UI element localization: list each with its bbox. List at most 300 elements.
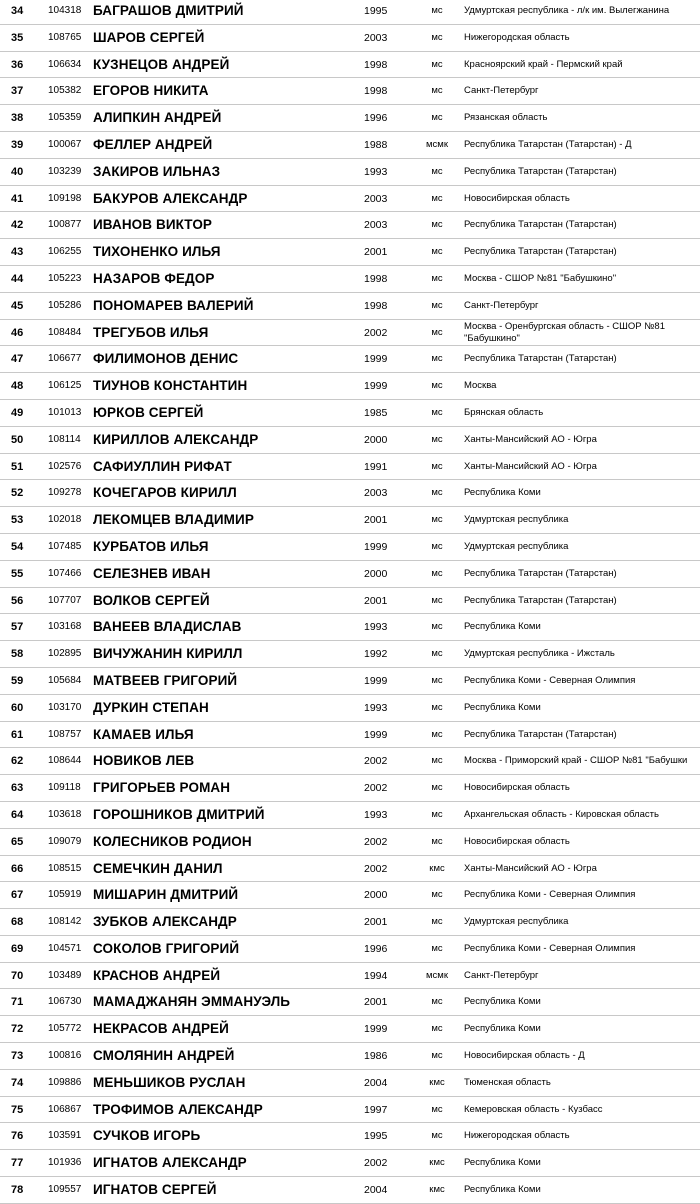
athlete-id-cell: 108644 xyxy=(48,755,82,767)
sport-category-cell: мс xyxy=(431,299,443,311)
region-cell: Москва - СШОР №81 "Бабушкино" xyxy=(464,272,617,284)
birth-year-cell: 2002 xyxy=(364,326,388,339)
table-row xyxy=(0,480,700,507)
sport-category-cell: мс xyxy=(431,246,443,258)
region-cell: Архангельская область - Кировская область xyxy=(464,808,659,820)
birth-year-cell: 2001 xyxy=(364,916,388,929)
birth-year-cell: 2003 xyxy=(364,487,388,500)
region-cell: Санкт-Петербург xyxy=(464,85,539,97)
sport-category-cell: мс xyxy=(431,165,443,177)
sport-category-cell: мс xyxy=(431,487,443,499)
sport-category-cell: мс xyxy=(431,514,443,526)
region-cell: Кемеровская область - Кузбасс xyxy=(464,1103,603,1115)
rank-cell: 68 xyxy=(11,916,24,929)
region-cell: Республика Коми - Северная Олимпия xyxy=(464,942,636,954)
athlete-name-cell: СЕЛЕЗНЕВ ИВАН xyxy=(93,565,211,581)
rank-cell: 77 xyxy=(11,1157,24,1170)
region-cell: Новосибирская область xyxy=(464,782,570,794)
rank-cell: 64 xyxy=(11,808,24,821)
table-row xyxy=(0,695,700,722)
athlete-id-cell: 106730 xyxy=(48,996,82,1008)
sport-category-cell: мс xyxy=(431,272,443,284)
region-cell: Санкт-Петербург xyxy=(464,299,539,311)
table-row xyxy=(0,132,700,159)
region-cell: Новосибирская область xyxy=(464,835,570,847)
athlete-name-cell: ТРОФИМОВ АЛЕКСАНДР xyxy=(93,1101,263,1117)
athlete-name-cell: ГРИГОРЬЕВ РОМАН xyxy=(93,780,231,796)
region-cell: Республика Татарстан (Татарстан) xyxy=(464,219,617,231)
athlete-id-cell: 108114 xyxy=(48,433,81,445)
athlete-id-cell: 105684 xyxy=(48,674,82,686)
athlete-id-cell: 101936 xyxy=(48,1157,82,1169)
sport-category-cell: кмс xyxy=(429,862,445,874)
athlete-id-cell: 109079 xyxy=(48,835,82,847)
sport-category-cell: мс xyxy=(431,1103,443,1115)
rank-cell: 61 xyxy=(11,728,24,741)
birth-year-cell: 1992 xyxy=(364,648,388,661)
athlete-name-cell: ИВАНОВ ВИКТОР xyxy=(93,217,213,233)
sport-category-cell: мс xyxy=(431,594,443,606)
rank-cell: 62 xyxy=(11,755,24,768)
athlete-name-cell: КАМАЕВ ИЛЬЯ xyxy=(93,726,194,742)
region-cell: Нижегородская область xyxy=(464,1130,570,1142)
sport-category-cell: кмс xyxy=(429,1184,445,1196)
region-cell: Республика Татарстан (Татарстан) xyxy=(464,353,617,365)
rank-cell: 46 xyxy=(11,326,24,339)
table-row xyxy=(0,293,700,320)
rank-cell: 41 xyxy=(11,192,24,205)
table-row xyxy=(0,614,700,641)
birth-year-cell: 1999 xyxy=(364,353,388,366)
rank-cell: 34 xyxy=(11,5,24,17)
athlete-name-cell: НАЗАРОВ ФЕДОР xyxy=(93,270,215,286)
table-row xyxy=(0,668,700,695)
athlete-id-cell: 102576 xyxy=(48,460,82,472)
sport-category-cell: мс xyxy=(431,380,443,392)
birth-year-cell: 1995 xyxy=(364,5,388,17)
birth-year-cell: 1997 xyxy=(364,1103,388,1116)
table-row xyxy=(0,909,700,936)
rank-cell: 45 xyxy=(11,299,24,312)
region-cell: Удмуртская республика xyxy=(464,540,569,552)
table-row xyxy=(0,320,700,347)
athlete-id-cell: 107466 xyxy=(48,567,82,579)
sport-category-cell: мс xyxy=(431,326,443,338)
birth-year-cell: 2001 xyxy=(364,996,388,1009)
athlete-name-cell: ИГНАТОВ АЛЕКСАНДР xyxy=(93,1155,247,1171)
sport-category-cell: мс xyxy=(431,916,443,928)
athlete-name-cell: КИРИЛЛОВ АЛЕКСАНДР xyxy=(93,431,259,447)
athlete-name-cell: БАКУРОВ АЛЕКСАНДР xyxy=(93,190,248,206)
region-cell: Санкт-Петербург xyxy=(464,969,539,981)
region-cell: Республика Коми - Северная Олимпия xyxy=(464,674,636,686)
athlete-id-cell: 109118 xyxy=(48,782,81,794)
athlete-id-cell: 106677 xyxy=(48,353,82,365)
table-row xyxy=(0,641,700,668)
athlete-name-cell: ТИХОНЕНКО ИЛЬЯ xyxy=(93,244,221,260)
birth-year-cell: 1998 xyxy=(364,58,388,71)
birth-year-cell: 1999 xyxy=(364,674,388,687)
birth-year-cell: 1999 xyxy=(364,540,388,553)
birth-year-cell: 1999 xyxy=(364,380,388,393)
birth-year-cell: 1993 xyxy=(364,621,388,634)
birth-year-cell: 2002 xyxy=(364,1157,388,1170)
athlete-id-cell: 101013 xyxy=(48,406,82,418)
athlete-id-cell: 103239 xyxy=(48,165,82,177)
sport-category-cell: мсмк xyxy=(426,969,448,981)
sport-category-cell: мс xyxy=(431,1050,443,1062)
rank-cell: 74 xyxy=(11,1076,24,1089)
athlete-name-cell: ЗУБКОВ АЛЕКСАНДР xyxy=(93,914,237,930)
rank-cell: 47 xyxy=(11,353,24,366)
rank-cell: 53 xyxy=(11,514,24,527)
athlete-id-cell: 108484 xyxy=(48,326,82,338)
sport-category-cell: мс xyxy=(431,889,443,901)
sport-category-cell: мс xyxy=(431,31,443,43)
birth-year-cell: 1999 xyxy=(364,728,388,741)
birth-year-cell: 2000 xyxy=(364,433,388,446)
athlete-name-cell: ИГНАТОВ СЕРГЕЙ xyxy=(93,1182,217,1198)
athlete-id-cell: 109886 xyxy=(48,1076,82,1088)
athlete-id-cell: 106867 xyxy=(48,1103,82,1115)
region-cell: Республика Коми xyxy=(464,701,541,713)
table-row xyxy=(0,1016,700,1043)
athlete-id-cell: 107485 xyxy=(48,540,82,552)
birth-year-cell: 2003 xyxy=(364,219,388,232)
athlete-name-cell: СМОЛЯНИН АНДРЕЙ xyxy=(93,1048,235,1064)
athlete-name-cell: ФЕЛЛЕР АНДРЕЙ xyxy=(93,136,213,152)
table-row xyxy=(0,186,700,213)
sport-category-cell: мс xyxy=(431,835,443,847)
athlete-name-cell: ПОНОМАРЕВ ВАЛЕРИЙ xyxy=(93,297,254,313)
rank-cell: 70 xyxy=(11,969,24,982)
table-row xyxy=(0,561,700,588)
athlete-name-cell: МИШАРИН ДМИТРИЙ xyxy=(93,887,239,903)
athlete-id-cell: 105382 xyxy=(48,85,82,97)
table-row xyxy=(0,346,700,373)
region-cell: Ханты-Мансийский АО - Югра xyxy=(464,433,597,445)
athlete-name-cell: ВАНЕЕВ ВЛАДИСЛАВ xyxy=(93,619,242,635)
table-row xyxy=(0,802,700,829)
rank-cell: 71 xyxy=(11,996,24,1009)
athlete-id-cell: 106255 xyxy=(48,246,82,258)
table-row xyxy=(0,507,700,534)
table-row xyxy=(0,748,700,775)
region-cell: Республика Татарстан (Татарстан) xyxy=(464,246,617,258)
sport-category-cell: мс xyxy=(431,996,443,1008)
table-row xyxy=(0,454,700,481)
sport-category-cell: мс xyxy=(431,192,443,204)
rank-cell: 49 xyxy=(11,406,24,419)
sport-category-cell: мс xyxy=(431,621,443,633)
athlete-name-cell: МАТВЕЕВ ГРИГОРИЙ xyxy=(93,672,238,688)
rank-cell: 65 xyxy=(11,835,24,848)
birth-year-cell: 1985 xyxy=(364,406,388,419)
birth-year-cell: 2004 xyxy=(364,1184,388,1197)
birth-year-cell: 1991 xyxy=(364,460,388,473)
region-cell: Москва xyxy=(464,380,497,392)
athlete-name-cell: ЗАКИРОВ ИЛЬНАЗ xyxy=(93,163,221,179)
table-row xyxy=(0,989,700,1016)
athlete-id-cell: 109198 xyxy=(48,192,82,204)
sport-category-cell: мс xyxy=(431,567,443,579)
table-row xyxy=(0,52,700,79)
region-cell: Республика Татарстан (Татарстан) xyxy=(464,594,617,606)
region-cell: Новосибирская область - Д xyxy=(464,1050,585,1062)
sport-category-cell: мс xyxy=(431,58,443,70)
sport-category-cell: мс xyxy=(431,701,443,713)
region-cell: Брянская область xyxy=(464,406,544,418)
rank-cell: 75 xyxy=(11,1103,24,1116)
sport-category-cell: мс xyxy=(431,728,443,740)
rank-cell: 63 xyxy=(11,782,24,795)
rank-cell: 76 xyxy=(11,1130,24,1143)
region-cell: Новосибирская область xyxy=(464,192,570,204)
table-row xyxy=(0,266,700,293)
sport-category-cell: мс xyxy=(431,540,443,552)
athlete-id-cell: 108515 xyxy=(48,862,82,874)
athlete-id-cell: 105359 xyxy=(48,112,82,124)
rank-cell: 59 xyxy=(11,674,24,687)
athlete-name-cell: НОВИКОВ ЛЕВ xyxy=(93,753,195,769)
table-row xyxy=(0,722,700,749)
athlete-id-cell: 103618 xyxy=(48,808,82,820)
region-cell: Нижегородская область xyxy=(464,31,570,43)
athlete-id-cell: 105223 xyxy=(48,272,82,284)
region-cell: Республика Татарстан (Татарстан) - Д xyxy=(464,138,632,150)
athlete-id-cell: 102895 xyxy=(48,648,82,660)
sport-category-cell: мс xyxy=(431,5,443,16)
region-cell: Удмуртская республика xyxy=(464,916,569,928)
rank-cell: 67 xyxy=(11,889,24,902)
region-cell: Республика Коми xyxy=(464,1023,541,1035)
rank-cell: 44 xyxy=(11,272,24,285)
athlete-id-cell: 106634 xyxy=(48,58,82,70)
athlete-name-cell: БАГРАШОВ ДМИТРИЙ xyxy=(93,3,244,18)
birth-year-cell: 2004 xyxy=(364,1076,388,1089)
birth-year-cell: 1995 xyxy=(364,1130,388,1143)
birth-year-cell: 1993 xyxy=(364,165,388,178)
birth-year-cell: 2002 xyxy=(364,782,388,795)
sport-category-cell: мс xyxy=(431,433,443,445)
rank-cell: 40 xyxy=(11,165,24,178)
table-row xyxy=(0,1043,700,1070)
athlete-name-cell: ВИЧУЖАНИН КИРИЛЛ xyxy=(93,646,243,662)
birth-year-cell: 1993 xyxy=(364,701,388,714)
rank-cell: 35 xyxy=(11,31,24,44)
table-row xyxy=(0,856,700,883)
athlete-name-cell: ВОЛКОВ СЕРГЕЙ xyxy=(93,592,210,608)
birth-year-cell: 2003 xyxy=(364,192,388,205)
athlete-id-cell: 100816 xyxy=(48,1050,82,1062)
birth-year-cell: 2001 xyxy=(364,246,388,259)
athlete-id-cell: 103489 xyxy=(48,969,82,981)
athlete-name-cell: ЛЕКОМЦЕВ ВЛАДИМИР xyxy=(93,512,254,528)
sport-category-cell: мс xyxy=(431,782,443,794)
athlete-id-cell: 108765 xyxy=(48,31,82,43)
athlete-name-cell: ФИЛИМОНОВ ДЕНИС xyxy=(93,351,239,367)
athlete-name-cell: ЮРКОВ СЕРГЕЙ xyxy=(93,404,204,420)
athlete-id-cell: 100877 xyxy=(48,219,82,231)
table-row xyxy=(0,588,700,615)
rank-cell: 42 xyxy=(11,219,24,232)
athlete-name-cell: МЕНЬШИКОВ РУСЛАН xyxy=(93,1074,246,1090)
rank-cell: 54 xyxy=(11,540,24,553)
athlete-id-cell: 104571 xyxy=(48,942,82,954)
region-cell: Красноярский край - Пермский край xyxy=(464,58,623,70)
sport-category-cell: мс xyxy=(431,112,443,124)
athlete-id-cell: 108757 xyxy=(48,728,82,740)
sport-category-cell: мс xyxy=(431,460,443,472)
table-row xyxy=(0,1097,700,1124)
region-cell: Республика Коми xyxy=(464,1157,541,1169)
rank-cell: 69 xyxy=(11,942,24,955)
sport-category-cell: мс xyxy=(431,755,443,767)
athlete-id-cell: 103168 xyxy=(48,621,82,633)
athlete-id-cell: 109278 xyxy=(48,487,82,499)
region-cell: Республика Татарстан (Татарстан) xyxy=(464,165,617,177)
rank-cell: 55 xyxy=(11,567,24,580)
athlete-id-cell: 104318 xyxy=(48,5,82,16)
region-cell: Рязанская область xyxy=(464,112,548,124)
table-row xyxy=(0,25,700,52)
birth-year-cell: 1988 xyxy=(364,138,388,151)
athlete-name-cell: КУЗНЕЦОВ АНДРЕЙ xyxy=(93,56,230,72)
rank-cell: 60 xyxy=(11,701,24,714)
table-row xyxy=(0,400,700,427)
rank-cell: 58 xyxy=(11,648,24,661)
rank-cell: 50 xyxy=(11,433,24,446)
sport-category-cell: мс xyxy=(431,353,443,365)
athlete-id-cell: 103591 xyxy=(48,1130,82,1142)
region-cell: Республика Коми xyxy=(464,996,541,1008)
birth-year-cell: 1998 xyxy=(364,272,388,285)
athlete-id-cell: 106125 xyxy=(48,380,82,392)
birth-year-cell: 2002 xyxy=(364,835,388,848)
sport-category-cell: кмс xyxy=(429,1157,445,1169)
athlete-name-cell: ДУРКИН СТЕПАН xyxy=(93,699,209,715)
athlete-id-cell: 108142 xyxy=(48,916,82,928)
table-row xyxy=(0,936,700,963)
region-cell: Москва - Оренбургская область - СШОР №81 "Бабушкино" xyxy=(464,320,665,344)
region-cell: Ханты-Мансийский АО - Югра xyxy=(464,460,597,472)
sport-category-cell: мс xyxy=(431,942,443,954)
rank-cell: 43 xyxy=(11,246,24,259)
athlete-name-cell: КРАСНОВ АНДРЕЙ xyxy=(93,967,221,983)
rank-cell: 51 xyxy=(11,460,24,473)
athlete-id-cell: 107707 xyxy=(48,594,82,606)
athlete-name-cell: ТИУНОВ КОНСТАНТИН xyxy=(93,378,248,394)
sport-category-cell: мс xyxy=(431,648,443,660)
birth-year-cell: 2002 xyxy=(364,862,388,875)
athlete-name-cell: ГОРОШНИКОВ ДМИТРИЙ xyxy=(93,806,265,822)
birth-year-cell: 2001 xyxy=(364,514,388,527)
athlete-name-cell: СЕМЕЧКИН ДАНИЛ xyxy=(93,860,223,876)
rank-cell: 37 xyxy=(11,85,24,98)
rank-cell: 56 xyxy=(11,594,24,607)
athlete-name-cell: ШАРОВ СЕРГЕЙ xyxy=(93,29,205,45)
rank-cell: 72 xyxy=(11,1023,24,1036)
region-cell: Республика Коми xyxy=(464,1184,541,1196)
athlete-name-cell: КУРБАТОВ ИЛЬЯ xyxy=(93,538,209,554)
athlete-name-cell: СУЧКОВ ИГОРЬ xyxy=(93,1128,201,1144)
sport-category-cell: мс xyxy=(431,406,443,418)
sport-category-cell: мс xyxy=(431,808,443,820)
athlete-name-cell: МАМАДЖАНЯН ЭММАНУЭЛЬ xyxy=(93,994,291,1010)
table-row xyxy=(0,373,700,400)
athlete-id-cell: 105286 xyxy=(48,299,82,311)
rank-cell: 36 xyxy=(11,58,24,71)
birth-year-cell: 1996 xyxy=(364,942,388,955)
athlete-name-cell: ТРЕГУБОВ ИЛЬЯ xyxy=(93,324,209,340)
rank-cell: 78 xyxy=(11,1184,24,1197)
birth-year-cell: 2000 xyxy=(364,567,388,580)
table-row xyxy=(0,78,700,105)
rank-cell: 52 xyxy=(11,487,24,500)
table-row xyxy=(0,775,700,802)
region-cell: Республика Коми - Северная Олимпия xyxy=(464,889,636,901)
region-cell: Удмуртская республика - л/к им. Вылегжанина xyxy=(464,5,670,16)
sport-category-cell: кмс xyxy=(429,1076,445,1088)
region-cell: Республика Татарстан (Татарстан) xyxy=(464,567,617,579)
table-row xyxy=(0,427,700,454)
athlete-id-cell: 105772 xyxy=(48,1023,82,1035)
table-row xyxy=(0,829,700,856)
athlete-id-cell: 102018 xyxy=(48,514,82,526)
sport-category-cell: мс xyxy=(431,674,443,686)
rank-cell: 73 xyxy=(11,1050,24,1063)
table-row xyxy=(0,239,700,266)
birth-year-cell: 2003 xyxy=(364,31,388,44)
region-cell: Москва - Приморский край - СШОР №81 "Бабушки xyxy=(464,755,688,767)
rank-cell: 66 xyxy=(11,862,24,875)
birth-year-cell: 1999 xyxy=(364,1023,388,1036)
sport-category-cell: мсмк xyxy=(426,138,448,150)
birth-year-cell: 1986 xyxy=(364,1050,388,1063)
birth-year-cell: 1998 xyxy=(364,85,388,98)
athlete-name-cell: КОЛЕСНИКОВ РОДИОН xyxy=(93,833,252,849)
athlete-name-cell: СОКОЛОВ ГРИГОРИЙ xyxy=(93,940,240,956)
athlete-id-cell: 109557 xyxy=(48,1184,82,1196)
table-row xyxy=(0,1123,700,1150)
region-cell: Республика Татарстан (Татарстан) xyxy=(464,728,617,740)
athlete-id-cell: 103170 xyxy=(48,701,82,713)
region-cell: Тюменская область xyxy=(464,1076,551,1088)
table-row xyxy=(0,1150,700,1177)
athlete-name-cell: КОЧЕГАРОВ КИРИЛЛ xyxy=(93,485,237,501)
athlete-name-cell: САФИУЛЛИН РИФАТ xyxy=(93,458,232,474)
table-row xyxy=(0,882,700,909)
athlete-name-cell: ЕГОРОВ НИКИТА xyxy=(93,83,209,99)
region-cell: Удмуртская республика - Ижсталь xyxy=(464,648,615,660)
athlete-id-cell: 105919 xyxy=(48,889,82,901)
table-row xyxy=(0,534,700,561)
sport-category-cell: мс xyxy=(431,85,443,97)
birth-year-cell: 2000 xyxy=(364,889,388,902)
birth-year-cell: 1998 xyxy=(364,299,388,312)
table-row xyxy=(0,0,700,25)
table-row xyxy=(0,1070,700,1097)
table-row xyxy=(0,963,700,990)
athlete-name-cell: АЛИПКИН АНДРЕЙ xyxy=(93,110,222,126)
sport-category-cell: мс xyxy=(431,1023,443,1035)
birth-year-cell: 2002 xyxy=(364,755,388,768)
table-row xyxy=(0,159,700,186)
birth-year-cell: 1993 xyxy=(364,808,388,821)
rank-cell: 38 xyxy=(11,112,24,125)
table-row xyxy=(0,212,700,239)
region-cell: Ханты-Мансийский АО - Югра xyxy=(464,862,597,874)
